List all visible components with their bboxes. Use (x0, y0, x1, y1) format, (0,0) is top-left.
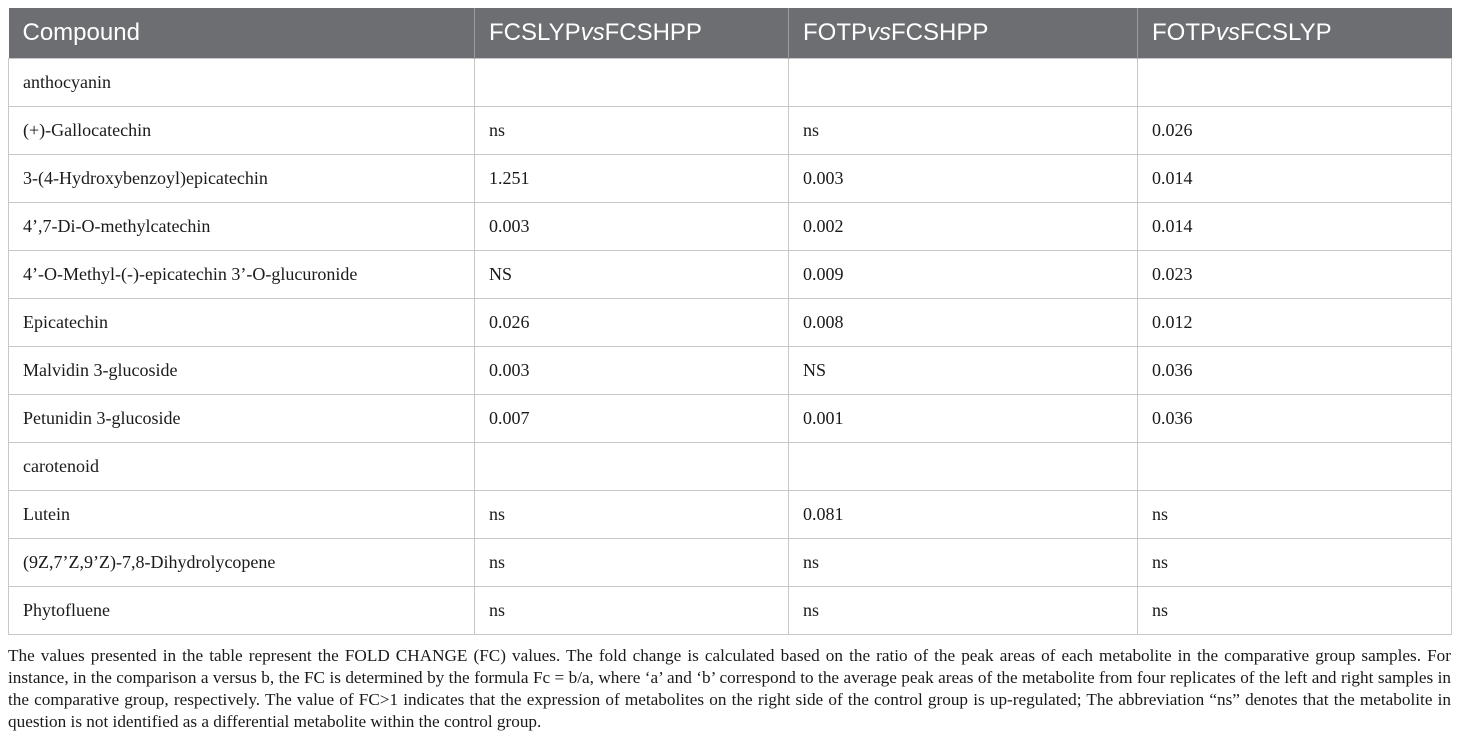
cell-fotp-vs-fcshpp: 0.009 (789, 251, 1138, 299)
cell-fcslyp-vs-fcshpp (475, 59, 789, 107)
table-row (9, 251, 1452, 299)
cell-fotp-vs-fcslyp: 0.014 (1138, 203, 1452, 251)
cell-fcslyp-vs-fcshpp: 0.003 (475, 203, 789, 251)
cell-fotp-vs-fcshpp: 0.002 (789, 203, 1138, 251)
cell-fcslyp-vs-fcshpp: 0.007 (475, 395, 789, 443)
table-row (9, 491, 1452, 539)
table-body (9, 59, 1452, 635)
cell-compound: 4’-O-Methyl-(-)-epicatechin 3’-O-glucuronide (9, 251, 475, 299)
cell-fotp-vs-fcshpp (789, 59, 1138, 107)
cell-compound: anthocyanin (9, 59, 475, 107)
table-row (9, 539, 1452, 587)
cell-fotp-vs-fcslyp: ns (1138, 587, 1452, 635)
header-fotp-vs-fcshpp: FOTPvsFCSHPP (789, 8, 1138, 59)
cell-fotp-vs-fcshpp: NS (789, 347, 1138, 395)
table-header (9, 8, 1452, 59)
cell-fotp-vs-fcslyp: 0.036 (1138, 395, 1452, 443)
header-row (9, 8, 1452, 59)
cell-fotp-vs-fcshpp: 0.081 (789, 491, 1138, 539)
header-fotp-vs-fcslyp: FOTPvsFCSLYP (1138, 8, 1452, 59)
table-row (9, 107, 1452, 155)
cell-fcslyp-vs-fcshpp: 1.251 (475, 155, 789, 203)
table-row-category (9, 59, 1452, 107)
table-footnote: The values presented in the table represent the FOLD CHANGE (FC) values. The fold change is calculated based on the ratio of the peak areas of each metabolite in the comparative group samples. For instance, in the comparison a versus b, the FC is determined by the formula Fc = b/a, where ‘a’ and ‘b’ correspond to the average peak areas of the metabolite from four replicates of the left and right samples in the comparative group, respectively. The value of FC>1 indicates that the expression of metabolites on the right side of the control group is up-regulated; The abbreviation “ns” denotes that the metabolite in question is not identified as a differential metabolite within the control group. (8, 646, 1451, 731)
cell-fotp-vs-fcslyp: 0.012 (1138, 299, 1452, 347)
table-row (9, 155, 1452, 203)
cell-compound: (9Z,7’Z,9’Z)-7,8-Dihydrolycopene (9, 539, 475, 587)
cell-compound: Petunidin 3-glucoside (9, 395, 475, 443)
cell-fcslyp-vs-fcshpp: NS (475, 251, 789, 299)
cell-fotp-vs-fcshpp: 0.003 (789, 155, 1138, 203)
cell-fotp-vs-fcslyp: 0.014 (1138, 155, 1452, 203)
table-row (9, 395, 1452, 443)
cell-fotp-vs-fcshpp: ns (789, 107, 1138, 155)
cell-compound: Malvidin 3-glucoside (9, 347, 475, 395)
table-row (9, 299, 1452, 347)
header-fcslyp-vs-fcshpp: FCSLYPvsFCSHPP (475, 8, 789, 59)
cell-fotp-vs-fcslyp: 0.036 (1138, 347, 1452, 395)
cell-compound: (+)-Gallocatechin (9, 107, 475, 155)
cell-compound: Epicatechin (9, 299, 475, 347)
cell-compound: Phytofluene (9, 587, 475, 635)
cell-fotp-vs-fcslyp: 0.026 (1138, 107, 1452, 155)
cell-fcslyp-vs-fcshpp: ns (475, 107, 789, 155)
cell-compound: 4’,7-Di-O-methylcatechin (9, 203, 475, 251)
cell-fotp-vs-fcslyp: ns (1138, 491, 1452, 539)
table-row (9, 203, 1452, 251)
table-container (8, 8, 1451, 750)
cell-fcslyp-vs-fcshpp (475, 443, 789, 491)
cell-fotp-vs-fcslyp (1138, 443, 1452, 491)
cell-fotp-vs-fcslyp: 0.023 (1138, 251, 1452, 299)
cell-fcslyp-vs-fcshpp: 0.026 (475, 299, 789, 347)
cell-fcslyp-vs-fcshpp: ns (475, 491, 789, 539)
cell-compound: Lutein (9, 491, 475, 539)
header-compound: Compound (9, 8, 475, 59)
cell-fotp-vs-fcshpp: ns (789, 539, 1138, 587)
cell-fcslyp-vs-fcshpp: 0.003 (475, 347, 789, 395)
cell-fotp-vs-fcslyp (1138, 59, 1452, 107)
table-row-category (9, 443, 1452, 491)
cell-fotp-vs-fcshpp: 0.008 (789, 299, 1138, 347)
cell-fotp-vs-fcshpp: 0.001 (789, 395, 1138, 443)
cell-fotp-vs-fcslyp: ns (1138, 539, 1452, 587)
cell-fcslyp-vs-fcshpp: ns (475, 539, 789, 587)
cell-fotp-vs-fcshpp (789, 443, 1138, 491)
fold-change-table (8, 8, 1452, 635)
table-row (9, 347, 1452, 395)
cell-compound: 3-(4-Hydroxybenzoyl)epicatechin (9, 155, 475, 203)
table-row (9, 587, 1452, 635)
cell-compound: carotenoid (9, 443, 475, 491)
cell-fcslyp-vs-fcshpp: ns (475, 587, 789, 635)
cell-fotp-vs-fcshpp: ns (789, 587, 1138, 635)
